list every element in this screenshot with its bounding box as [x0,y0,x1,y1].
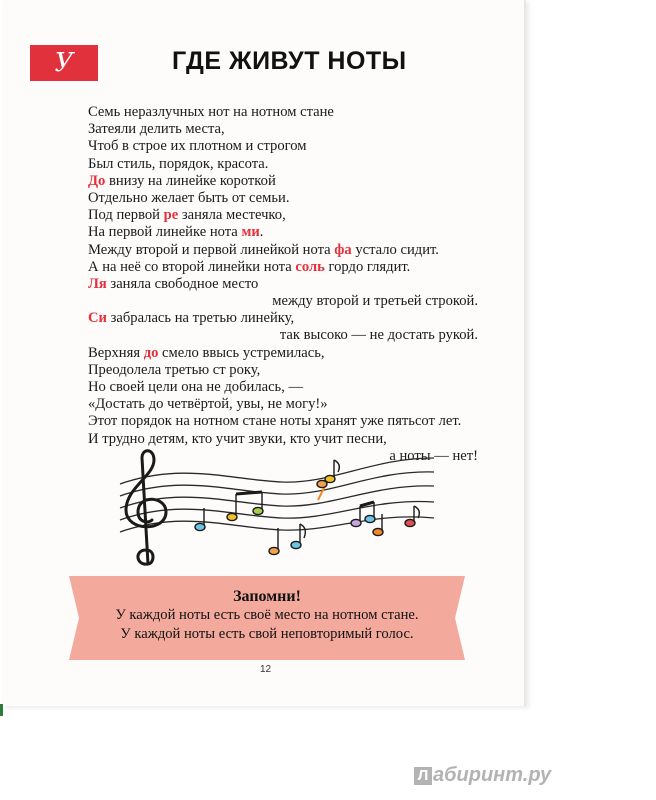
note-name-highlight: ми [241,224,260,241]
poem-text-fragment: заняла местечко, [178,207,286,224]
poem-line [88,362,478,379]
poem-line [88,310,478,327]
notes-icon [195,460,419,555]
poem-text-fragment: устало сидит. [351,241,439,258]
poem-line [88,224,478,241]
poem-line [88,413,478,430]
poem-line [88,379,478,396]
poem-text-fragment: Под первой [88,207,164,224]
remember-line: У каждой ноты есть своё место на нотном стане. [115,607,419,623]
poem-text-fragment: А на неё со второй линейки нота [88,258,296,275]
poem-text-fragment: На первой линейке нота [88,224,242,241]
music-staff-illustration [112,446,442,572]
poem-line [88,207,478,224]
watermark-logo-icon: Л [414,767,432,785]
section-letter-badge [30,45,98,81]
poem-text-fragment: Чтоб в строе их плотном и строгом [88,138,307,155]
cover-edge [0,704,3,716]
poem-line [88,396,478,413]
poem-text [88,104,478,465]
poem-text-fragment: гордо глядит. [324,258,411,275]
watermark-text: абиринт.ру [433,764,552,786]
poem-line [88,259,478,276]
poem-line [88,156,478,173]
poem-text-fragment: Между второй и первой линейкой нота [88,241,335,258]
poem-text-fragment: «Достать до четвёртой, увы, не могу!» [88,396,328,413]
treble-clef-icon [126,451,166,564]
poem-line [88,242,478,259]
book-page [2,0,526,706]
poem-text-fragment: Преодолела третью ст року, [88,361,261,378]
poem-text-fragment: И трудно детям, кто учит звуки, кто учит песни, [88,430,387,447]
poem-text-fragment: . [259,224,264,241]
poem-text-fragment: Этот порядок на нотном стане ноты хранят уже пятьсот лет. [88,413,462,430]
poem-text-fragment: Верхняя [88,344,144,361]
poem-line [88,327,478,344]
poem-text-fragment: между второй и третьей строкой. [272,293,478,310]
page-number: 12 [260,664,272,675]
poem-text-fragment: забралась на третью линейку, [106,310,295,327]
poem-line [88,138,478,155]
poem-text-fragment: Затеяли делить места, [88,121,225,138]
note-name-highlight: ре [163,207,179,224]
poem-line [88,104,478,121]
poem-text-fragment: заняла свободное место [106,275,259,292]
poem-line [88,173,478,190]
poem-text-fragment: внизу на линейке короткой [105,172,276,189]
poem-text-fragment: так высоко — не достать рукой. [279,327,478,344]
poem-text-fragment: Отдельно желает быть от семьи. [88,189,290,206]
note-name-highlight: До [88,172,106,189]
poem-text-fragment: Семь неразлучных нот на нотном стане [88,104,334,120]
poem-line [88,293,478,310]
remember-panel [69,576,465,660]
poem-line [88,121,478,138]
page-title: ГДЕ ЖИВУТ НОТЫ [172,47,407,75]
poem-line [88,276,478,293]
section-letter: У [54,48,74,78]
poem-text-fragment: а ноты — нет! [389,447,478,464]
remember-title: Запомни! [233,588,301,605]
remember-line: У каждой ноты есть свой неповторимый голос. [120,626,414,642]
note-name-highlight: Ля [88,275,107,292]
staff-lines-icon [120,458,434,532]
note-name-highlight: до [143,344,159,361]
poem-line [88,190,478,207]
poem-text-fragment: смело ввысь устремилась, [158,344,325,361]
note-name-highlight: Си [88,310,107,327]
poem-line [88,345,478,362]
poem-text-fragment: Был стиль, порядок, красота. [88,155,269,172]
note-name-highlight: фа [334,241,352,258]
labirint-watermark [414,764,551,787]
note-name-highlight: соль [295,258,325,275]
poem-text-fragment: Но своей цели она не добилась, — [88,379,304,395]
